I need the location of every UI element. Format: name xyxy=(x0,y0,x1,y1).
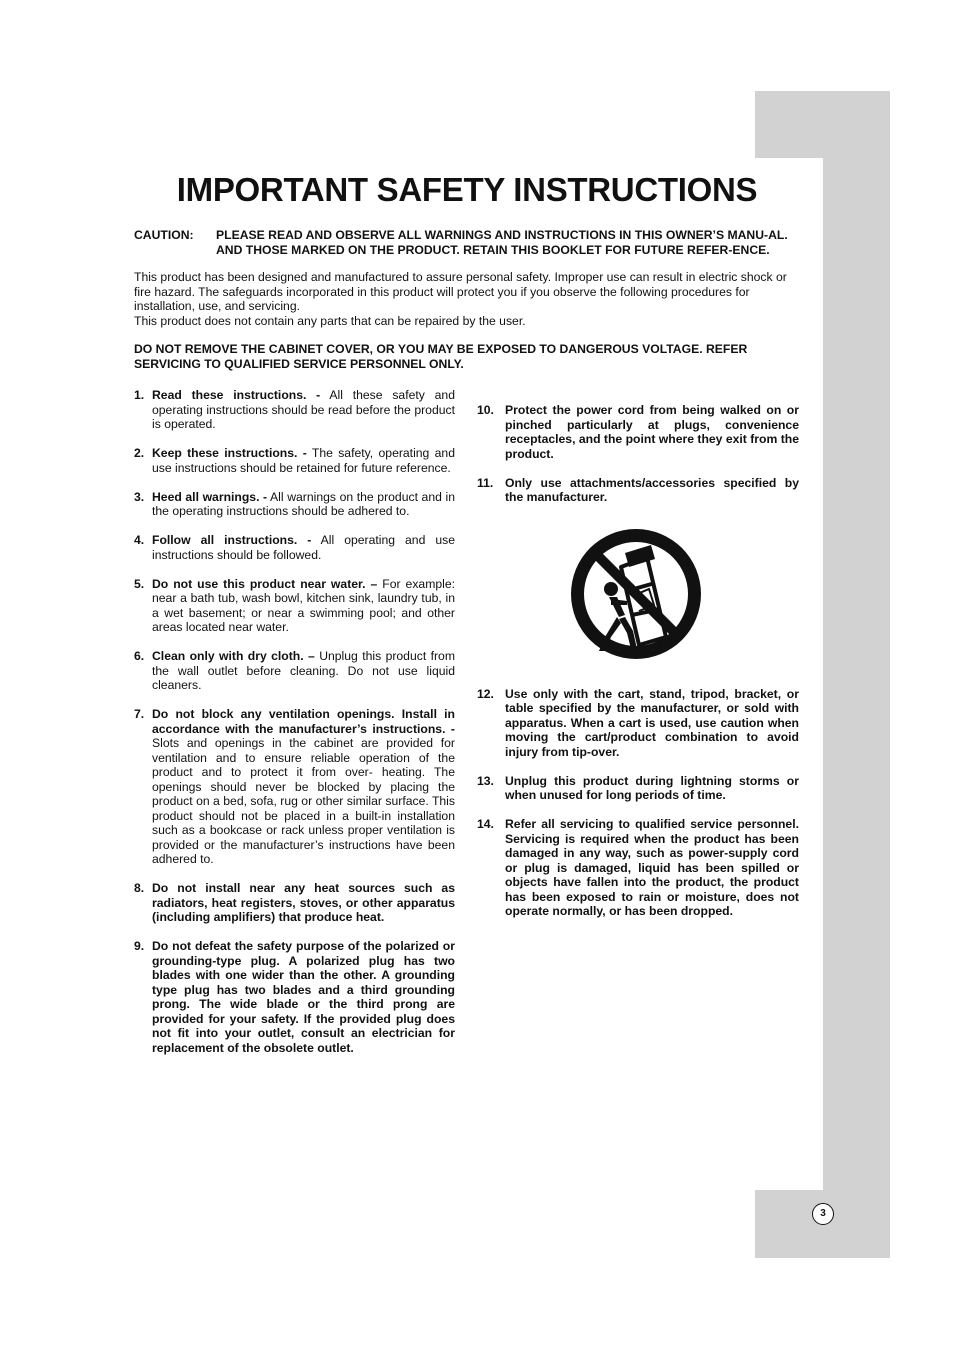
instruction-item xyxy=(134,388,455,432)
item-heading: Unplug this product during lightning storms or when unused for long periods of time. xyxy=(505,773,799,802)
instruction-item xyxy=(134,446,455,475)
item-heading: Do not install near any heat sources such as radiators, heat registers, stoves, or other apparatus (including amplifiers) that produce heat. xyxy=(152,881,455,924)
item-heading: Use only with the cart, stand, tripod, bracket, or table specified by the manufacturer, or sold with apparatus. When a cart is used, use caution when moving the cart/product combination to avoid injury from tip-over. xyxy=(505,686,799,759)
item-heading: Keep these instructions. - xyxy=(152,446,307,460)
instruction-item xyxy=(134,533,455,562)
item-heading: Follow all instructions. - xyxy=(152,533,312,547)
instruction-item xyxy=(477,403,799,461)
instruction-item xyxy=(134,649,455,693)
instruction-item xyxy=(477,774,799,803)
page-title: IMPORTANT SAFETY INSTRUCTIONS xyxy=(176,171,758,208)
item-heading: Do not use this product near water. – xyxy=(152,576,378,591)
page-tab-side xyxy=(823,158,890,1258)
instruction-item xyxy=(134,577,455,635)
item-number: 1. xyxy=(134,388,145,402)
item-number: 14. xyxy=(477,817,494,831)
instruction-item xyxy=(477,817,799,919)
page-tab-top xyxy=(755,91,890,158)
instruction-item xyxy=(134,939,455,1055)
item-number: 6. xyxy=(134,649,145,663)
item-number: 11. xyxy=(477,475,494,490)
item-body: Unplug this product from the wall outlet before cleaning. Do not use liquid cleaners. xyxy=(152,649,455,692)
intro-paragraph: This product has been designed and manufactured to assure personal safety. Improper use can result in electric shock or fire hazard. The safeguards incorporated in this product will protect you if you observe the following procedures for installation, use, and servicing. xyxy=(134,270,787,313)
item-heading: Only use attachments/accessories specified by the manufacturer. xyxy=(505,475,799,504)
item-heading: Do not block any ventilation openings. Install in accordance with the manufacturer’s instructions. - xyxy=(152,707,455,736)
instructions-right-column xyxy=(477,403,799,933)
caution-text: PLEASE READ AND OBSERVE ALL WARNINGS AND INSTRUCTIONS IN THIS OWNER’S MANU-AL. AND THOSE MARKED ON THE PRODUCT. RETAIN THIS BOOKLET FOR FUTURE REFER-ENCE. xyxy=(216,228,788,257)
item-heading: Protect the power cord from being walked on or pinched particularly at plugs, convenience receptacles, and the point where they exit from the product. xyxy=(505,403,799,461)
instruction-item xyxy=(477,476,799,505)
item-number: 13. xyxy=(477,773,494,788)
item-number: 8. xyxy=(134,881,145,895)
item-heading: Clean only with dry cloth. – xyxy=(152,649,315,663)
item-body: All warnings on the product and in the operating instructions should be adhered to. xyxy=(152,489,455,518)
cabinet-warning: DO NOT REMOVE THE CABINET COVER, OR YOU MAY BE EXPOSED TO DANGEROUS VOLTAGE. REFER SERVICING TO QUALIFIED SERVICE PERSONNEL ONLY. xyxy=(134,342,748,371)
item-number: 5. xyxy=(134,576,145,591)
page-number: 3 xyxy=(812,1203,834,1225)
item-body: All operating and use instructions should be followed. xyxy=(152,533,455,562)
caution-label: CAUTION: xyxy=(134,228,194,242)
item-number: 10. xyxy=(477,403,494,417)
item-number: 12. xyxy=(477,686,494,701)
intro-text xyxy=(134,270,794,328)
instruction-item xyxy=(477,687,799,760)
item-number: 4. xyxy=(134,533,145,547)
intro-paragraph: This product does not contain any parts that can be repaired by the user. xyxy=(134,313,526,328)
item-number: 7. xyxy=(134,707,145,721)
item-number: 3. xyxy=(134,489,145,504)
instruction-item xyxy=(134,490,455,519)
item-body: The safety, operating and use instructions should be retained for future reference. xyxy=(152,446,455,475)
item-heading: Do not defeat the safety purpose of the polarized or grounding-type plug. A polarized plug has two blades with one wider than the other. A grounding type plug has two blades and a third grounding prong. The wide blade or the third prong are provided for your safety. If the provided plug does not fit into your outlet, consult an electrician for replacement of the obsolete outlet. xyxy=(152,939,455,1055)
instruction-item xyxy=(134,881,455,925)
item-number: 9. xyxy=(134,939,145,953)
item-heading: Read these instructions. - xyxy=(152,388,321,402)
instructions-left-column xyxy=(134,388,455,1070)
instruction-item xyxy=(134,707,455,867)
item-body: Slots and openings in the cabinet are provided for ventilation and to ensure reliable operation of the product and to protect it from over- heating. The openings should never be blocked by placing the product on a bed, sofa, rug or other similar surface. This product should not be placed in a built-in installation such as a bookcase or rack unless proper ventilation is provided or the manufacturer’s instructions have been adhered to. xyxy=(152,736,455,866)
item-body: All these safety and operating instructions should be read before the product is operated. xyxy=(152,388,455,431)
item-body: For example: near a bath tub, wash bowl, kitchen sink, laundry tub, in a wet basement; or near a swimming pool; and other areas located near water. xyxy=(152,576,455,634)
item-number: 2. xyxy=(134,446,145,460)
item-heading: Refer all servicing to qualified service personnel. Servicing is required when the product has been damaged in any way, such as power-supply cord or plug is damaged, liquid has been spilled or objects have fallen into the product, the product has been exposed to rain or moisture, does not operate normally, or has been dropped. xyxy=(505,817,799,918)
item-heading: Heed all warnings. - xyxy=(152,489,268,504)
caution-block xyxy=(134,228,790,257)
no-cart-tip-over-icon xyxy=(571,529,701,659)
